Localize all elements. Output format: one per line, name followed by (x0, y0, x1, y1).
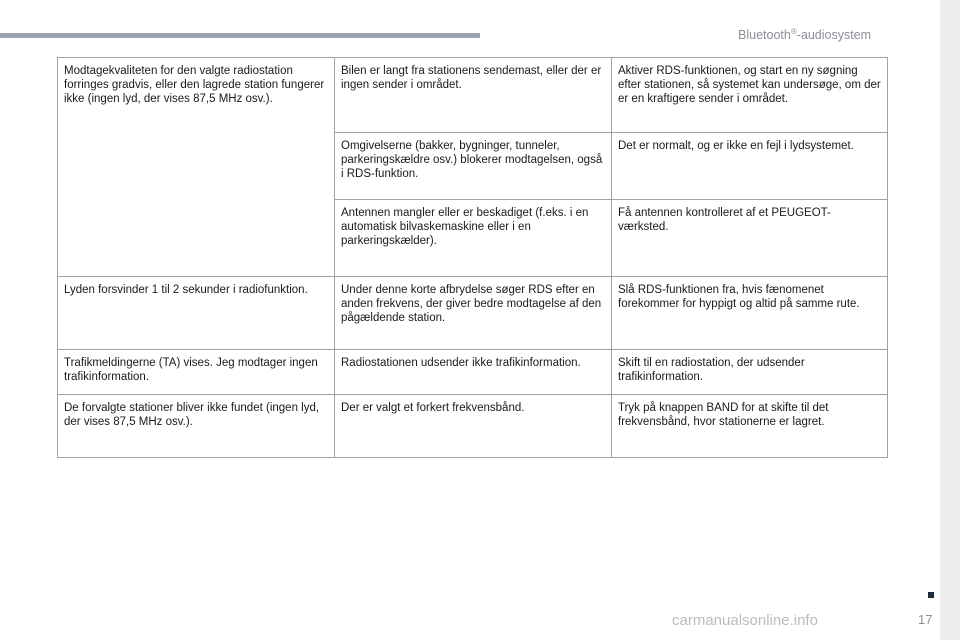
page-edge-strip (940, 0, 960, 640)
page-number: 17 (918, 612, 933, 627)
cause-cell: Radiostationen udsender ikke trafikinformation. (335, 350, 612, 395)
section-title-suffix: -audiosystem (796, 28, 872, 43)
chapter-marker-icon (928, 592, 934, 598)
section-title (738, 27, 871, 42)
registered-mark: ® (790, 27, 797, 36)
header-rule (0, 33, 480, 38)
solution-cell: Få antennen kontrolleret af et PEUGEOT-værksted. (612, 200, 888, 277)
cause-cell: Bilen er langt fra stationens sendemast, eller der er ingen sender i området. (335, 58, 612, 133)
solution-cell: Det er normalt, og er ikke en fejl i lydsystemet. (612, 133, 888, 200)
solution-cell: Slå RDS-funktionen fra, hvis fænomenet forekommer for hyppigt og altid på samme rute. (612, 277, 888, 350)
table-row (58, 350, 888, 395)
cause-cell: Der er valgt et forkert frekvensbånd. (335, 395, 612, 458)
table-row (58, 277, 888, 350)
table-row (58, 58, 888, 133)
troubleshooting-table (57, 57, 888, 458)
solution-cell: Aktiver RDS-funktionen, og start en ny søgning efter stationen, så systemet kan undersøge, om der er en kraftigere sender i området. (612, 58, 888, 133)
solution-cell: Skift til en radiostation, der udsender trafikinformation. (612, 350, 888, 395)
section-title-main: Bluetooth (738, 28, 791, 43)
watermark: carmanualsonline.info (672, 612, 818, 629)
cause-cell: Omgivelserne (bakker, bygninger, tunneler, parkeringskældre osv.) blokerer modtagelsen, også i RDS-funktion. (335, 133, 612, 200)
cause-cell: Under denne korte afbrydelse søger RDS efter en anden frekvens, der giver bedre modtagelse af den pågældende station. (335, 277, 612, 350)
question-cell: Trafikmeldingerne (TA) vises. Jeg modtager ingen trafikinformation. (58, 350, 335, 395)
solution-cell: Tryk på knappen BAND for at skifte til det frekvensbånd, hvor stationerne er lagret. (612, 395, 888, 458)
question-cell: Modtagekvaliteten for den valgte radiostation forringes gradvis, eller den lagrede station fungerer ikke (ingen lyd, der vises 87,5 MHz osv.). (58, 58, 335, 277)
question-cell: Lyden forsvinder 1 til 2 sekunder i radiofunktion. (58, 277, 335, 350)
table-row (58, 395, 888, 458)
cause-cell: Antennen mangler eller er beskadiget (f.eks. i en automatisk bilvaskemaskine eller i en parkeringskælder). (335, 200, 612, 277)
question-cell: De forvalgte stationer bliver ikke fundet (ingen lyd, der vises 87,5 MHz osv.). (58, 395, 335, 458)
